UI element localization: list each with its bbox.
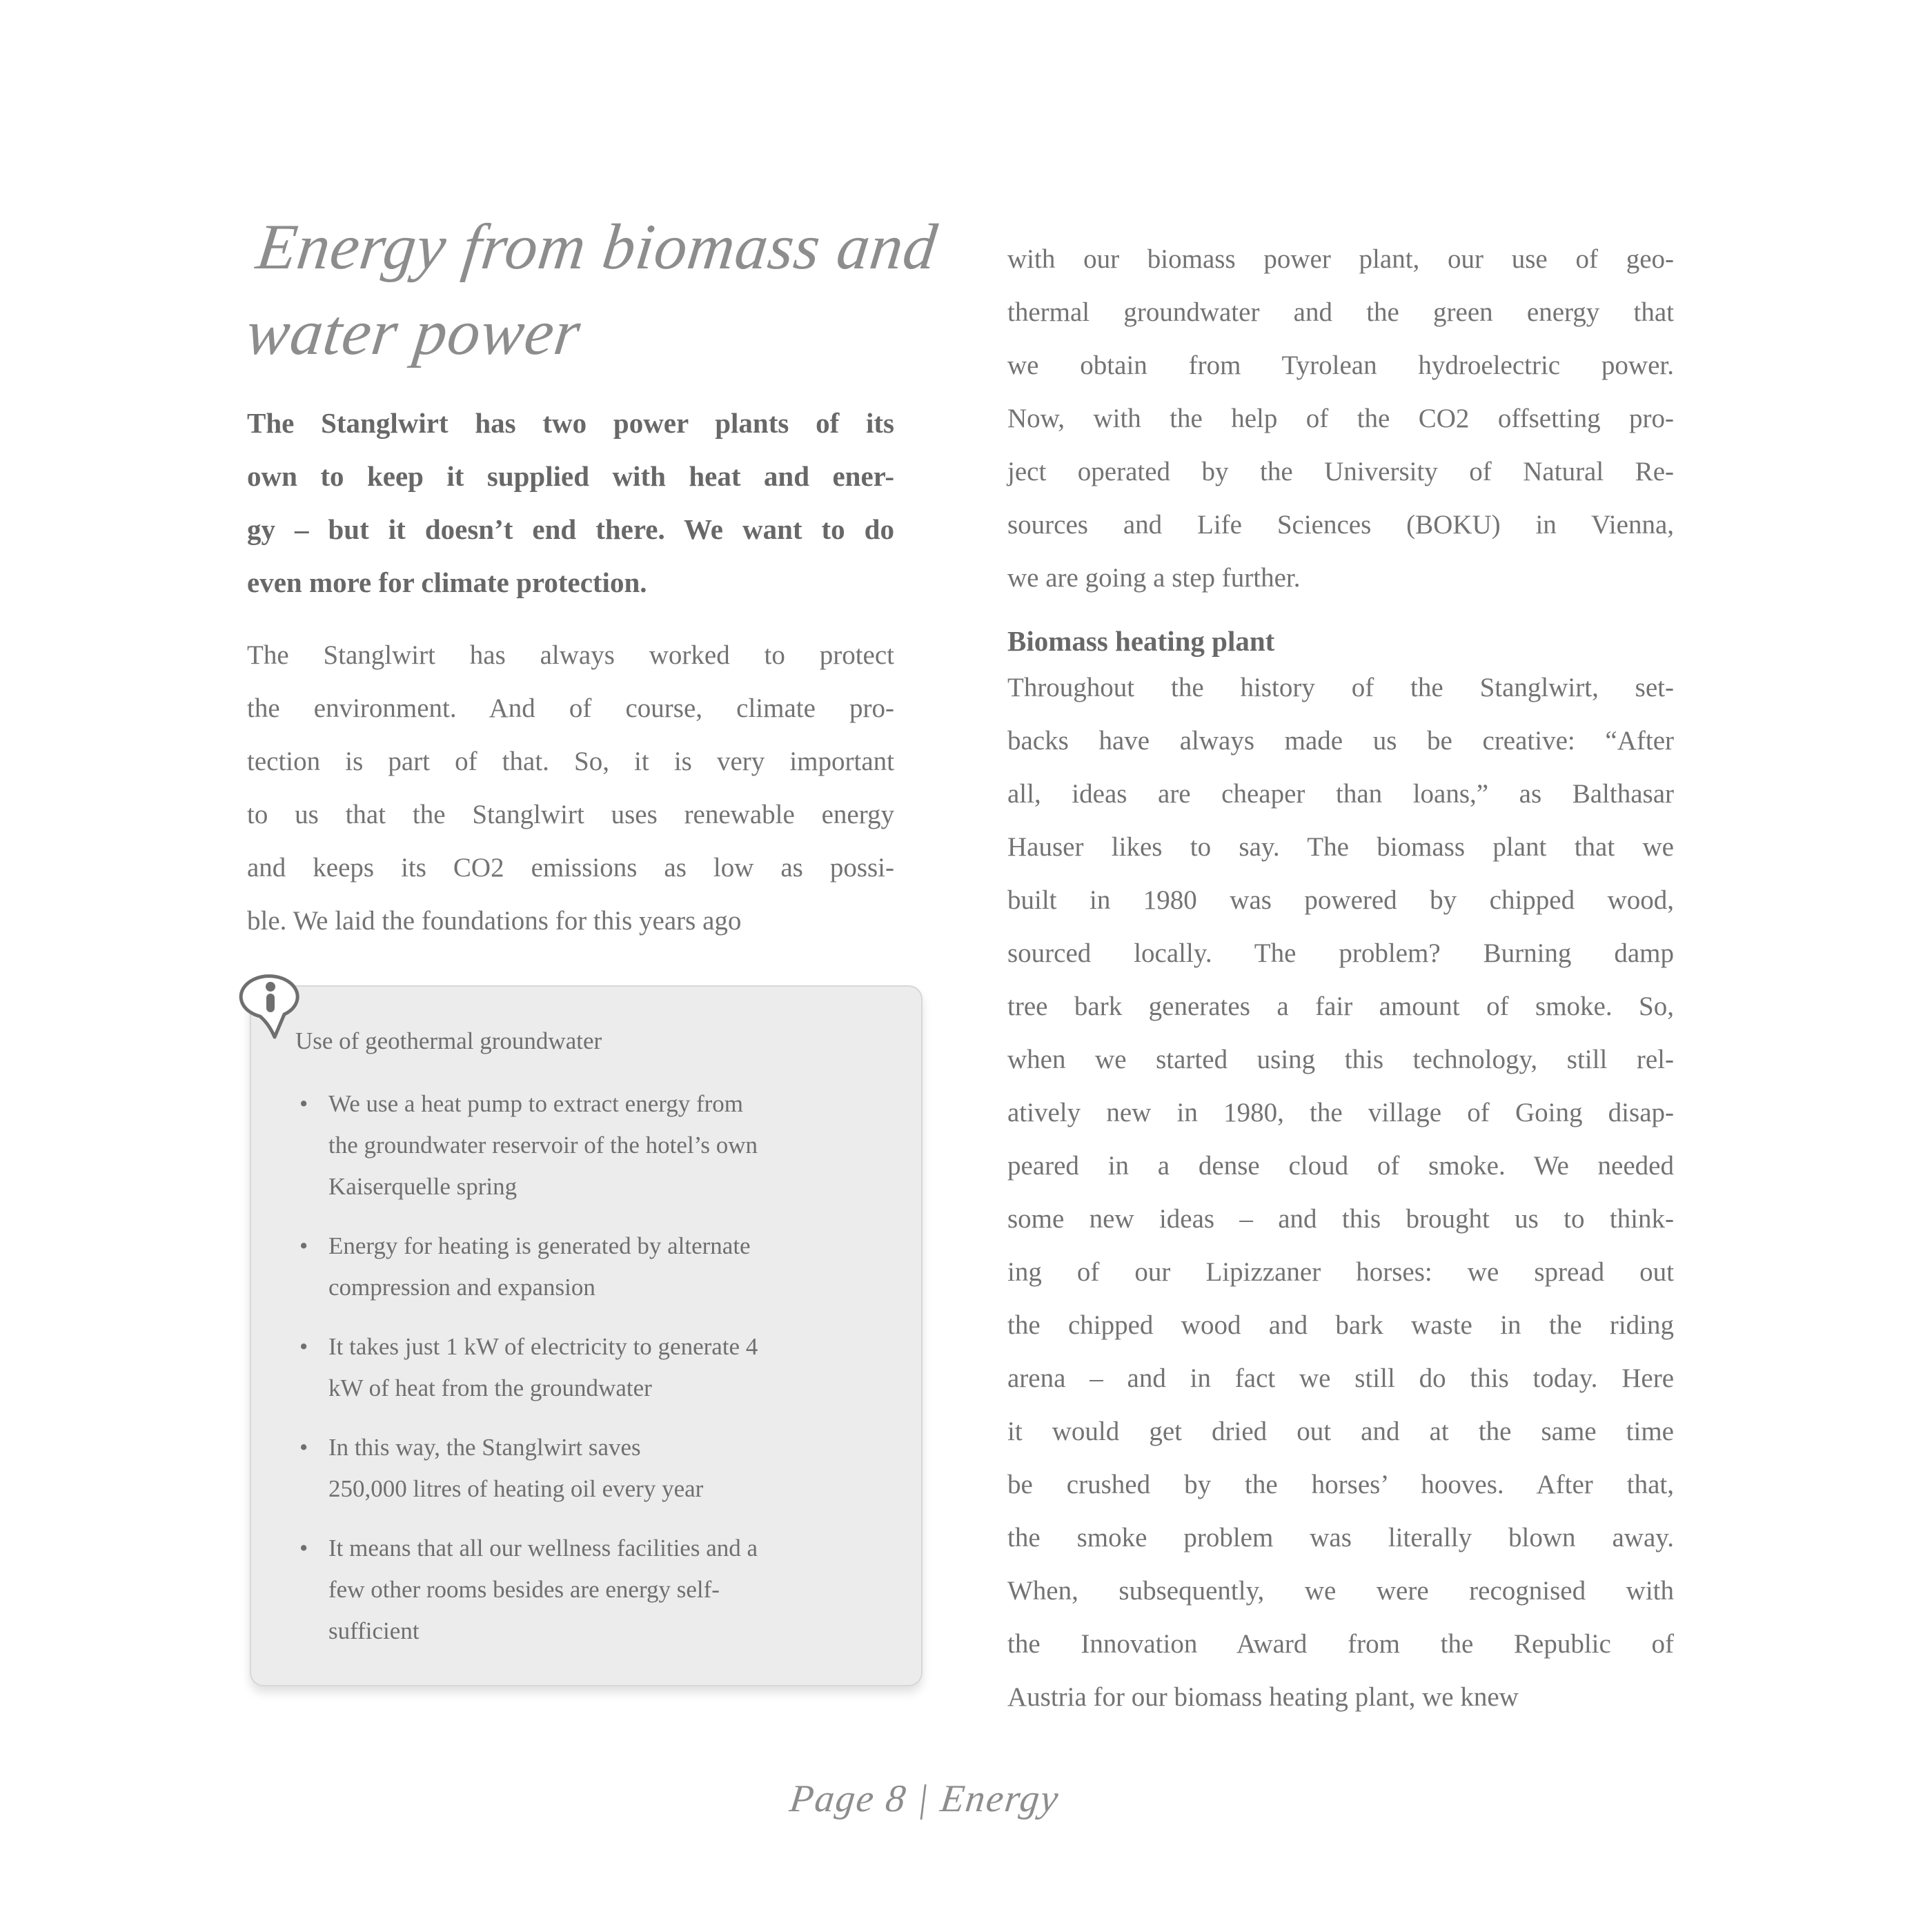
text-line: 250,000 litres of heating oil every year bbox=[328, 1475, 704, 1502]
bullet-item bbox=[293, 1427, 885, 1510]
text-line: The Stanglwirt has two power plants of its bbox=[247, 407, 894, 439]
text-line: the Innovation Award from the Republic of bbox=[1007, 1629, 1674, 1659]
text-line: sourced locally. The problem? Burning damp bbox=[1007, 938, 1674, 968]
text-line: we obtain from Tyrolean hydroelectric power. bbox=[1007, 351, 1674, 380]
text-line: some new ideas – and this brought us to think- bbox=[1007, 1204, 1674, 1234]
text-line: ble. We laid the foundations for this years ago bbox=[247, 906, 742, 936]
bullet-item bbox=[293, 1083, 885, 1208]
bullet-item bbox=[293, 1326, 885, 1409]
text-line: it would get dried out and at the same time bbox=[1007, 1417, 1674, 1446]
text-line: kW of heat from the groundwater bbox=[328, 1374, 652, 1401]
text-line: • We use a heat pump to extract energy from bbox=[328, 1090, 744, 1117]
text-line: arena – and in fact we still do this today. Here bbox=[1007, 1363, 1674, 1393]
text-line: sources and Life Sciences (BOKU) in Vienna, bbox=[1007, 510, 1674, 540]
text-line: to us that the Stanglwirt uses renewable energy bbox=[247, 800, 894, 829]
intro-paragraph bbox=[247, 397, 894, 609]
bullet-item bbox=[293, 1528, 885, 1652]
page-title bbox=[241, 204, 1090, 375]
text-line: ing of our Lipizzaner horses: we spread out bbox=[1007, 1257, 1674, 1287]
text-line: tection is part of that. So, it is very important bbox=[247, 747, 894, 776]
subheading-biomass-heating-plant: Biomass heating plant bbox=[1007, 625, 1275, 657]
text-line: even more for climate protection. bbox=[247, 566, 647, 598]
text-line: Austria for our biomass heating plant, we knew bbox=[1007, 1682, 1519, 1712]
text-line: sufficient bbox=[328, 1617, 420, 1644]
text-line: the chipped wood and bark waste in the riding bbox=[1007, 1310, 1674, 1340]
text-line: Kaiserquelle spring bbox=[328, 1173, 518, 1200]
right-paragraph-1 bbox=[1007, 233, 1674, 604]
text-line: peared in a dense cloud of smoke. We needed bbox=[1007, 1151, 1674, 1181]
footer-page-label: Page 8 | Energy bbox=[787, 1777, 1062, 1820]
text-line: compression and expansion bbox=[328, 1274, 595, 1301]
text-line: be crushed by the horses’ hooves. After that, bbox=[1007, 1470, 1674, 1499]
info-bullet-list bbox=[293, 1083, 885, 1652]
text-line: The Stanglwirt has always worked to protect bbox=[247, 640, 894, 670]
text-line: thermal groundwater and the green energy that bbox=[1007, 297, 1674, 327]
text-line: • Energy for heating is generated by alternate bbox=[328, 1232, 751, 1259]
info-speech-bubble-icon bbox=[239, 974, 304, 1043]
text-line: Now, with the help of the CO2 offsetting pro- bbox=[1007, 404, 1674, 433]
text-line: Throughout the history of the Stanglwirt, set- bbox=[1007, 673, 1674, 702]
text-line: built in 1980 was powered by chipped wood, bbox=[1007, 885, 1674, 915]
text-line: gy – but it doesn’t end there. We want to do bbox=[247, 513, 894, 545]
text-line: few other rooms besides are energy self- bbox=[328, 1576, 720, 1603]
text-line: ject operated by the University of Natural Re- bbox=[1007, 457, 1674, 486]
text-line: Hauser likes to say. The biomass plant that we bbox=[1007, 832, 1674, 862]
info-box-title: Use of geothermal groundwater bbox=[295, 1027, 602, 1054]
text-line: we are going a step further. bbox=[1007, 563, 1301, 593]
text-line: • In this way, the Stanglwirt saves bbox=[328, 1434, 641, 1461]
text-line: and keeps its CO2 emissions as low as possi- bbox=[247, 853, 894, 883]
text-line: water power bbox=[242, 297, 585, 368]
text-line: the smoke problem was literally blown away. bbox=[1007, 1523, 1674, 1552]
text-line: own to keep it supplied with heat and ener- bbox=[247, 460, 894, 492]
text-line: with our biomass power plant, our use of geo- bbox=[1007, 244, 1674, 274]
text-line: the environment. And of course, climate pro- bbox=[247, 693, 894, 723]
right-paragraph-2 bbox=[1007, 661, 1674, 1724]
text-line: when we started using this technology, still rel- bbox=[1007, 1045, 1674, 1074]
bullet-item bbox=[293, 1225, 885, 1308]
text-line: tree bark generates a fair amount of smoke. So, bbox=[1007, 992, 1674, 1021]
text-line: • It takes just 1 kW of electricity to generate 4 bbox=[328, 1333, 758, 1360]
info-box bbox=[250, 985, 923, 1686]
left-body-paragraph bbox=[247, 629, 894, 947]
text-line: the groundwater reservoir of the hotel’s own bbox=[328, 1132, 758, 1159]
text-line: atively new in 1980, the village of Going disap- bbox=[1007, 1098, 1674, 1127]
text-line: all, ideas are cheaper than loans,” as Balthasar bbox=[1007, 779, 1674, 809]
text-line: • It means that all our wellness facilities and a bbox=[328, 1535, 758, 1561]
text-line: When, subsequently, we were recognised with bbox=[1007, 1576, 1674, 1606]
text-line: backs have always made us be creative: “After bbox=[1007, 726, 1674, 756]
text-line: Energy from biomass and bbox=[253, 211, 941, 283]
